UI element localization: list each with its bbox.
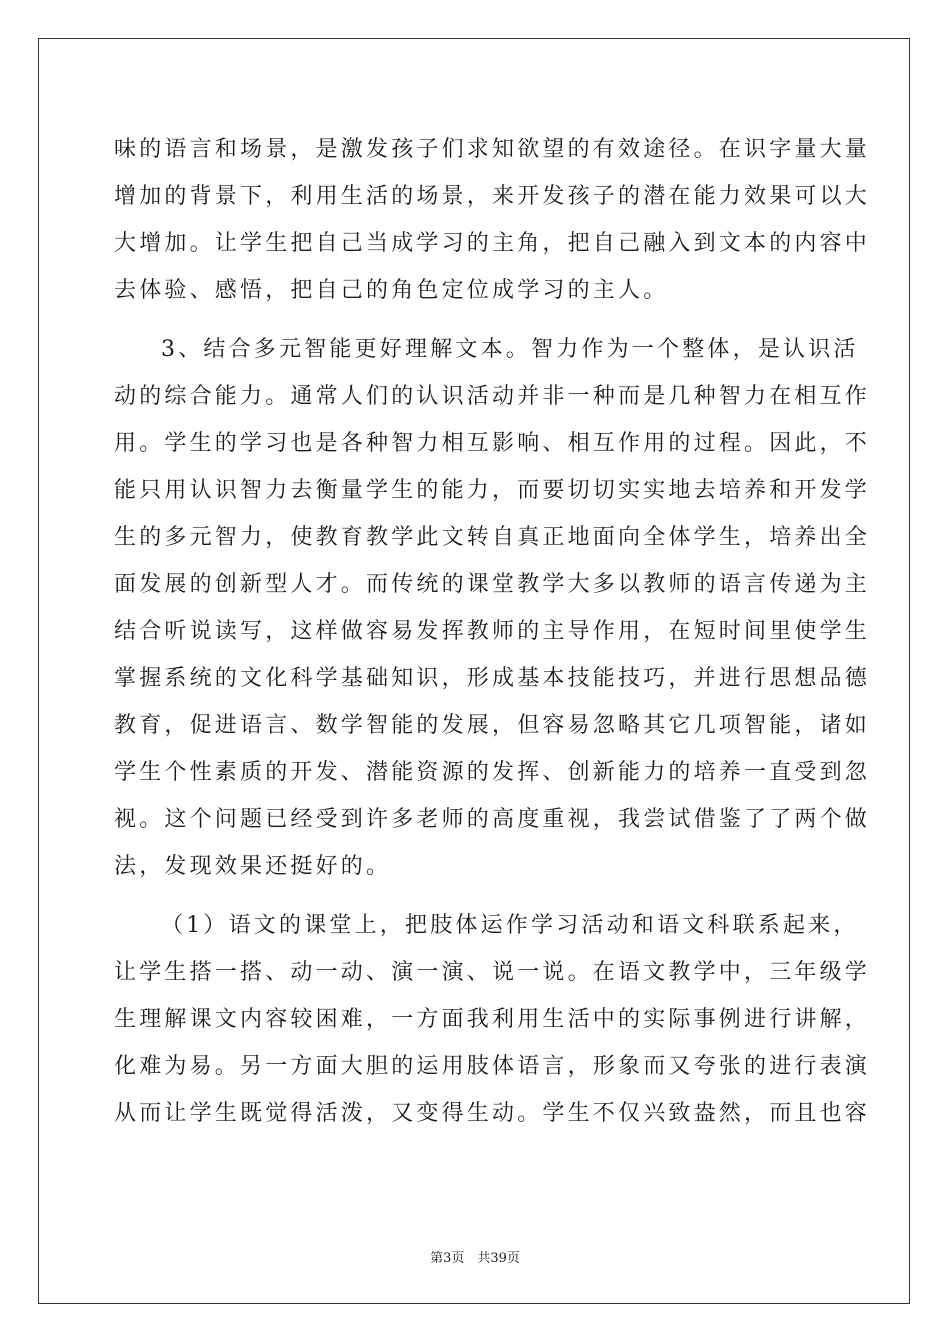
text-line: 结合听说读写，这样做容易发挥教师的主导作用，在短时间里使学生 bbox=[114, 619, 871, 644]
text-line: 去体验、感悟，把自己的角色定位成学习的主人。 bbox=[114, 278, 669, 303]
text-line: 化难为易。另一方面大胆的运用肢体语言，形象而又夸张的进行表演 bbox=[114, 1054, 871, 1079]
text-line: 增加的背景下，利用生活的场景，来开发孩子的潜在能力效果可以大 bbox=[114, 184, 871, 209]
paragraph bbox=[114, 326, 871, 890]
text-line: 生理解课文内容较困难，一方面我利用生活中的实际事例进行讲解， bbox=[114, 1007, 871, 1032]
text-line: 3、结合多元智能更好理解文本。智力作为一个整体，是认识活 bbox=[161, 337, 859, 362]
text-line: 让学生搭一搭、动一动、演一演、说一说。在语文教学中，三年级学 bbox=[114, 960, 871, 985]
text-line: 视。这个问题已经受到许多老师的高度重视，我尝试借鉴了了两个做 bbox=[114, 807, 871, 832]
text-line: 生的多元智力，使教育教学此文转自真正地面向全体学生，培养出全 bbox=[114, 525, 871, 550]
document-body bbox=[114, 126, 871, 1137]
paragraph bbox=[114, 902, 871, 1137]
paragraph bbox=[114, 126, 871, 314]
text-line: 从而让学生既觉得活泼，又变得生动。学生不仅兴致盎然，而且也容 bbox=[114, 1101, 871, 1126]
text-line: 大增加。让学生把自己当成学习的主角，把自己融入到文本的内容中 bbox=[114, 231, 871, 256]
text-line: 掌握系统的文化科学基础知识，形成基本技能技巧，并进行思想品德 bbox=[114, 666, 871, 691]
text-line: （1）语文的课堂上，把肢体运作学习活动和语文科联系起来， bbox=[161, 913, 859, 938]
text-line: 能只用认识智力去衡量学生的能力，而要切切实实地去培养和开发学 bbox=[114, 478, 871, 503]
text-line: 味的语言和场景，是激发孩子们求知欲望的有效途径。在识字量大量 bbox=[114, 137, 871, 162]
text-line: 学生个性素质的开发、潜能资源的发挥、创新能力的培养一直受到忽 bbox=[114, 760, 871, 785]
text-line: 面发展的创新型人才。而传统的课堂教学大多以教师的语言传递为主 bbox=[114, 572, 871, 597]
text-line: 教育，促进语言、数学智能的发展，但容易忽略其它几项智能，诸如 bbox=[114, 713, 871, 738]
text-line: 法，发现效果还挺好的。 bbox=[114, 854, 392, 879]
text-line: 动的综合能力。通常人们的认识活动并非一种而是几种智力在相互作 bbox=[114, 384, 871, 409]
page-number-footer: 第3页 共39页 bbox=[430, 1251, 520, 1266]
text-line: 用。学生的学习也是各种智力相互影响、相互作用的过程。因此，不 bbox=[114, 431, 871, 456]
